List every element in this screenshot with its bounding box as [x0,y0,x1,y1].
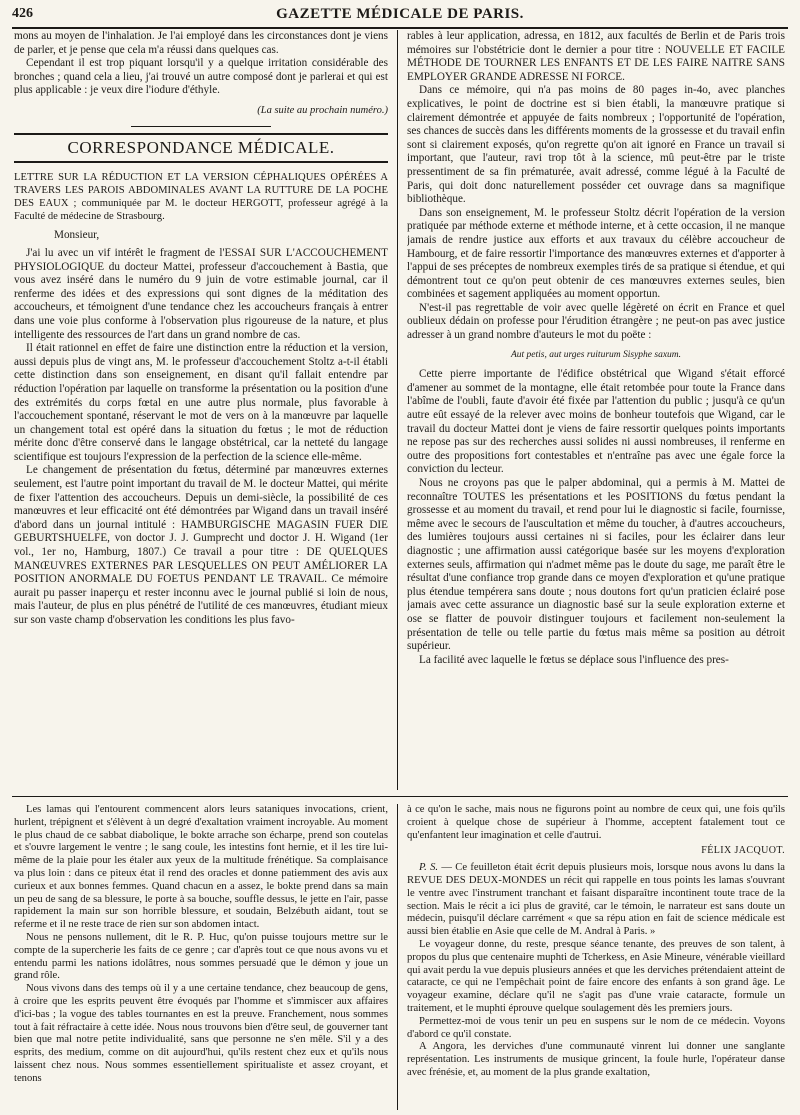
paragraph: N'est-il pas regrettable de voir avec quelle légèreté on écrit en France et quel oublieux dédain on professe pour l'érudition étrangère ; ne peut-on pas avec justice adresser à un grand nombre d'auteurs le mot du poëte : [407,301,785,342]
feuilleton-column-left [14,804,388,1110]
paragraph: Cependant il est trop piquant lorsqu'il y a quelque irritation considérable des bronches ; quand cela a lieu, j'ai trouvé un autre composé dont je parlerai et qui est plus applicable : je veux dire l'iodure d'éthyle. [14,57,388,97]
paragraph: Nous ne croyons pas que le palper abdominal, qui a permis à M. Mattei de reconnaître TOUTES les présentations et les POSITIONS du fœtus pendant la grossesse et au moment du travail, et rend pour lui le diagnostic si facile, fournisse, même avec le secours de l'auscultation et même du toucher, à d'autres accoucheurs, des lumières toujours aussi certaines ni si faciles, pour les éclairer dans leur diagnostic ; une affirmation aussi catégorique basée sur les moyens d'exploration externes seuls, affirmation qui n'admet même pas le doute du sage, me paraît être le résultat d'une confiance trop grande dans ce moyen d'exploration et qu'une pratique plus étendue tempérera sans doute ; nous doutons fort qu'un praticien éclairé pose jamais avec cette assurance un diagnostic basé sur la seule exploration externe et ose se flatter de pouvoir distinguer toujours et facilement non-seulement la présentation de telle ou telle partie du fœtus mais même sa position au détroit supérieur. [407,477,785,653]
page-header [12,6,788,26]
column-divider [397,804,398,1110]
paragraph: J'ai lu avec un vif intérêt le fragment de l'ESSAI SUR L'ACCOUCHEMENT PHYSIOLOGIQUE du docteur Mattei, professeur d'accouchement à Bastia, que vous avez inséré dans le numéro du 9 juin de votre estimable journal, car il renferme des idées et des expressions qui sont dignes de la méditation des accoucheurs, et témoignent d'une tendance chez les accoucheurs français à entrer dans une voie plus conforme à l'observation plus rigoureuse de la nature, et plus intelligente des ressources de l'art dans un grand nombre de cas. [14,246,388,341]
paragraph: Cette pierre importante de l'édifice obstétrical que Wigand s'était efforcé d'amener au sommet de la montagne, elle était retombée pour toute la France dans l'abîme de l'oubli, faute d'avoir été fixée par l'attention du public ; jusqu'à ce qu'un autre eût essayé de la relever avec moins de bonheur toutefois que Wigand, car le travail du docteur Mattei dont je viens de faire ressortir quelques points importants ne repose pas sur des recherches aussi solides ni aussi nombreuses, il renferme en outre des propositions fort contestables et n'entraîne pas avec une égale force la conviction du lecteur. [407,368,785,476]
page-number: 426 [12,6,33,21]
article-column-left [14,30,388,790]
postscript-lead: P. S. [419,862,439,874]
feuilleton-column-right [407,804,785,1110]
paragraph: Le changement de présentation du fœtus, déterminé par manœuvres externes seulement, est l'autre point important du travail de M. le docteur Mattei, qui mérite de fixer l'attention des accoucheurs. Depuis un demi-siècle, la possibilité de ces manœuvres et leur efficacité ont été démontrées par Wigand dans un travail inséré d'abord dans un journal intitulé : HAMBURGISCHE MAGASIN FUER DIE GEBURTSHUELFE, von doctor J. J. Gumprecht und doctor J. H. Wigand (1er vol., 1er no, Hamburg, 1807.) Ce travail a pour titre : DE QUELQUES MANŒUVRES EXTERNES PAR LESQUELLES ON PEUT AMÉLIORER LA POSITION ANORMALE DU FOETUS PENDANT LE TRAVAIL. Ce mémoire aurait pu passer inaperçu et rester inconnu avec le journal publié si loin de nous, mais l'auteur, de plus en plus pénétré de l'utilité de ces manœuvres, étudiant mieux sur son vaste champ d'observation les conditions les plus favo- [14,464,388,626]
header-rule [12,27,788,29]
paragraph: à ce qu'on le sache, mais nous ne figurons point au nombre de ceux qui, une fois qu'ils croient à quelque chose de supérieur à l'homme, acceptent fatalement tout ce qu'enfantent leur imagination et celle d'autrui. [407,804,785,841]
paragraph: Les lamas qui l'entourent commencent alors leurs sataniques invocations, crient, hurlent, trépignent et s'élèvent à un degré d'exaltation vraiment incroyable. Au moment le plus chaud de ce sabbat diabolique, le bokte arrache son écharpe, prend son coutelas et s'ouvre largement le ventre ; le sang coule, les intestins font hernie, et il les tire lui-même de la plaie pour les étaler aux yeux de la multitude frénétique. Sa complaisance va plus loin : dans ce piteux état il rend des oracles et donne patiemment des avis aux curieux et aux bonnes femmes. Quand chacun en a assez, le bokte prend dans sa main un peu de sang de sa blessure, le porte à sa bouche, souffle dessus, le jette en l'air, passe rapidement la main sur son horrible blessure, et soudain, Belzébuth aidant, tout se referme et il ne reste trace de rien sur son abdomen intact. [14,804,388,931]
paragraph: Permettez-moi de vous tenir un peu en suspens sur le nom de ce médecin. Voyons d'abord ce qu'il constate. [407,1015,785,1040]
section-title: CORRESPONDANCE MÉDICALE. [14,133,388,163]
paragraph: Nous ne pensons nullement, dit le R. P. Huc, qu'on puisse toujours mettre sur le compte de la supercherie les faits de ce genre ; car d'après tout ce que nous avons vu et entendu parmi les nations idolâtres, nous sommes persuadé que le démon y joue un grand rôle. [14,931,388,982]
paragraph: rables à leur application, adressa, en 1812, aux facultés de Berlin et de Paris trois mémoires sur l'obstétricie dont le dernier a pour titre : NOUVELLE ET FACILE MÉTHODE DE TOURNER LES ENFANTS ET DE LES FAIRE NAITRE SANS EMPLOYER GRANDE ADRESSE NI FORCE. [407,30,785,83]
column-divider [397,30,398,790]
continuation-note: (La suite au prochain numéro.) [257,104,388,116]
latin-quote: Aut petis, aut urges ruiturum Sisyphe saxum. [510,349,682,360]
postscript [407,862,785,939]
journal-title: GAZETTE MÉDICALE DE PARIS. [276,6,524,22]
section-divider [131,126,271,127]
letter-title: LETTRE SUR LA RÉDUCTION ET LA VERSION CÉPHALIQUES OPÉRÉES A TRAVERS LES PAROIS ABDOMINALES AVANT LA RUTTURE DE LA POCHE DES EAUX ; communiquée par M. le docteur HERGOTT, professeur agrégé à la Faculté de médecine de Strasbourg. [14,171,388,223]
article-column-right [407,30,785,790]
paragraph: mons au moyen de l'inhalation. Je l'ai employé dans les circonstances dont je viens de parler, et je pense que cela m'a réussi dans quelques cas. [14,30,388,56]
paragraph: Il était rationnel en effet de faire une distinction entre la réduction et la version, aussi depuis plus de vingt ans, M. le professeur d'accouchement Stoltz a-t-il établi cette distinction dans son enseignement, en disant qu'il fallait entendre par réduction l'opération par laquelle on transforme la présentation ou la position d'une des extrémités du corps fœtal en une autre plus normale, plus favorable à l'accouchement spontané, réservant le mot de vers on à la manœuvre par laquelle un changement total est opéré dans la situation du fœtus ; le mot de réduction mérite donc d'être conservé dans le langage obstétrical, car la netteté du langage scientifique est toujours l'expression de la perfection de la science elle-même. [14,342,388,463]
paragraph: Le voyageur donne, du reste, presque séance tenante, des preuves de son talent, à propos du plus que centenaire muphti de Tcherkess, en Asie Mineure, vénérable vieillard qui avait perdu la vue depuis plusieurs années et que les derviches prétendaient atteint de cataracte, ce qui ne l'empêchait point de faire encore des enfants à son grand âge. Le voyageur examine, déclare qu'il ne s'agit pas d'une vraie cataracte, formule un traitement, et le muphti éprouve quelque soulagement dès les premiers jours. [407,938,785,1014]
paragraph: Dans ce mémoire, qui n'a pas moins de 80 pages in-4o, avec planches explicatives, le point de doctrine est si bien établi, la manœuvre pratique si clairement démontrée et appuyée de faits nombreux ; l'opportunité de l'opération, ses chances de succès dans les différents moments de la grossesse et du travail enfin sont si clairement exposés, qu'on regrette qu'on ait ignoré en France un travail si important, que l'auteur, ravi trop tôt à la science, mû peut-être par le triste pressentiment de sa fin prématurée, avait adressé, comme légué à la Faculté de Paris, qui doit donc naturellement posséder cet ouvrage dans sa magnifique bibliothèque. [407,84,785,206]
paragraph: La facilité avec laquelle le fœtus se déplace sous l'influence des pres- [419,653,729,666]
author-signature: FÉLIX JACQUOT. [701,845,785,857]
postscript-text: — Ce feuilleton était écrit depuis plusieurs mois, lorsque nous avons lu dans la REVUE DES DEUX-MONDES un récit qui rappelle en tous points les lamas s'ouvrant le ventre avec l'instrument tranchant et faisant disparaître incontinent toute trace de la section. Mais le récit a ici plus de gravité, car le témoin, le narrateur est sans doute un médecin, puisqu'il déclare carrément « que sa répu ation en fait de science médicale est aussi bien établie en Asie que celle de M. Andral à Paris. » [407,862,785,938]
paragraph: A Angora, les derviches d'une communauté vinrent lui donner une sanglante représentation. Les instruments de musique grincent, la foule hurle, l'opérateur danse avec frénésie, et, au moment de la plus grande exaltation, [407,1041,785,1078]
feuilleton-rule [12,796,788,797]
paragraph: Nous vivons dans des temps où il y a une certaine tendance, chez beaucoup de gens, à croire que les esprits peuvent être évoqués par l'homme et s'immiscer aux affaires d'ici-bas ; la vogue des tables tournantes en est la preuve. Franchement, nous sommes tout à fait réfractaire à cette idée. Nous nous trouvons bien d'être seul, de gouverner tant bien que mal notre petite individualité, sans que personne ne s'en mêle. S'il y a des esprits, des medium, comme on dit aujourd'hui, qu'ils restent chez eux et qu'ils nous laissent chez nous. Nous sommes essentiellement spiritualiste et assez croyant, et tenons [14,983,388,1084]
salutation: Monsieur, [54,229,100,242]
paragraph: Dans son enseignement, M. le professeur Stoltz décrit l'opération de la version pratiquée par méthode externe et méthode interne, et à cette occasion, il ne manque jamais de rendre justice aux efforts et aux travaux du célèbre accoucheur de Hambourg, et de faire ressortir l'importance des manœuvres externes et d'apporter à l'appui de ses préceptes de nombreux exemples tirés de sa pratique si étendue, et qui démontrent tout ce qu'on peut obtenir de ces manœuvres externes seules, bien combinées et sagement appliquées au moment opportun. [407,206,785,301]
